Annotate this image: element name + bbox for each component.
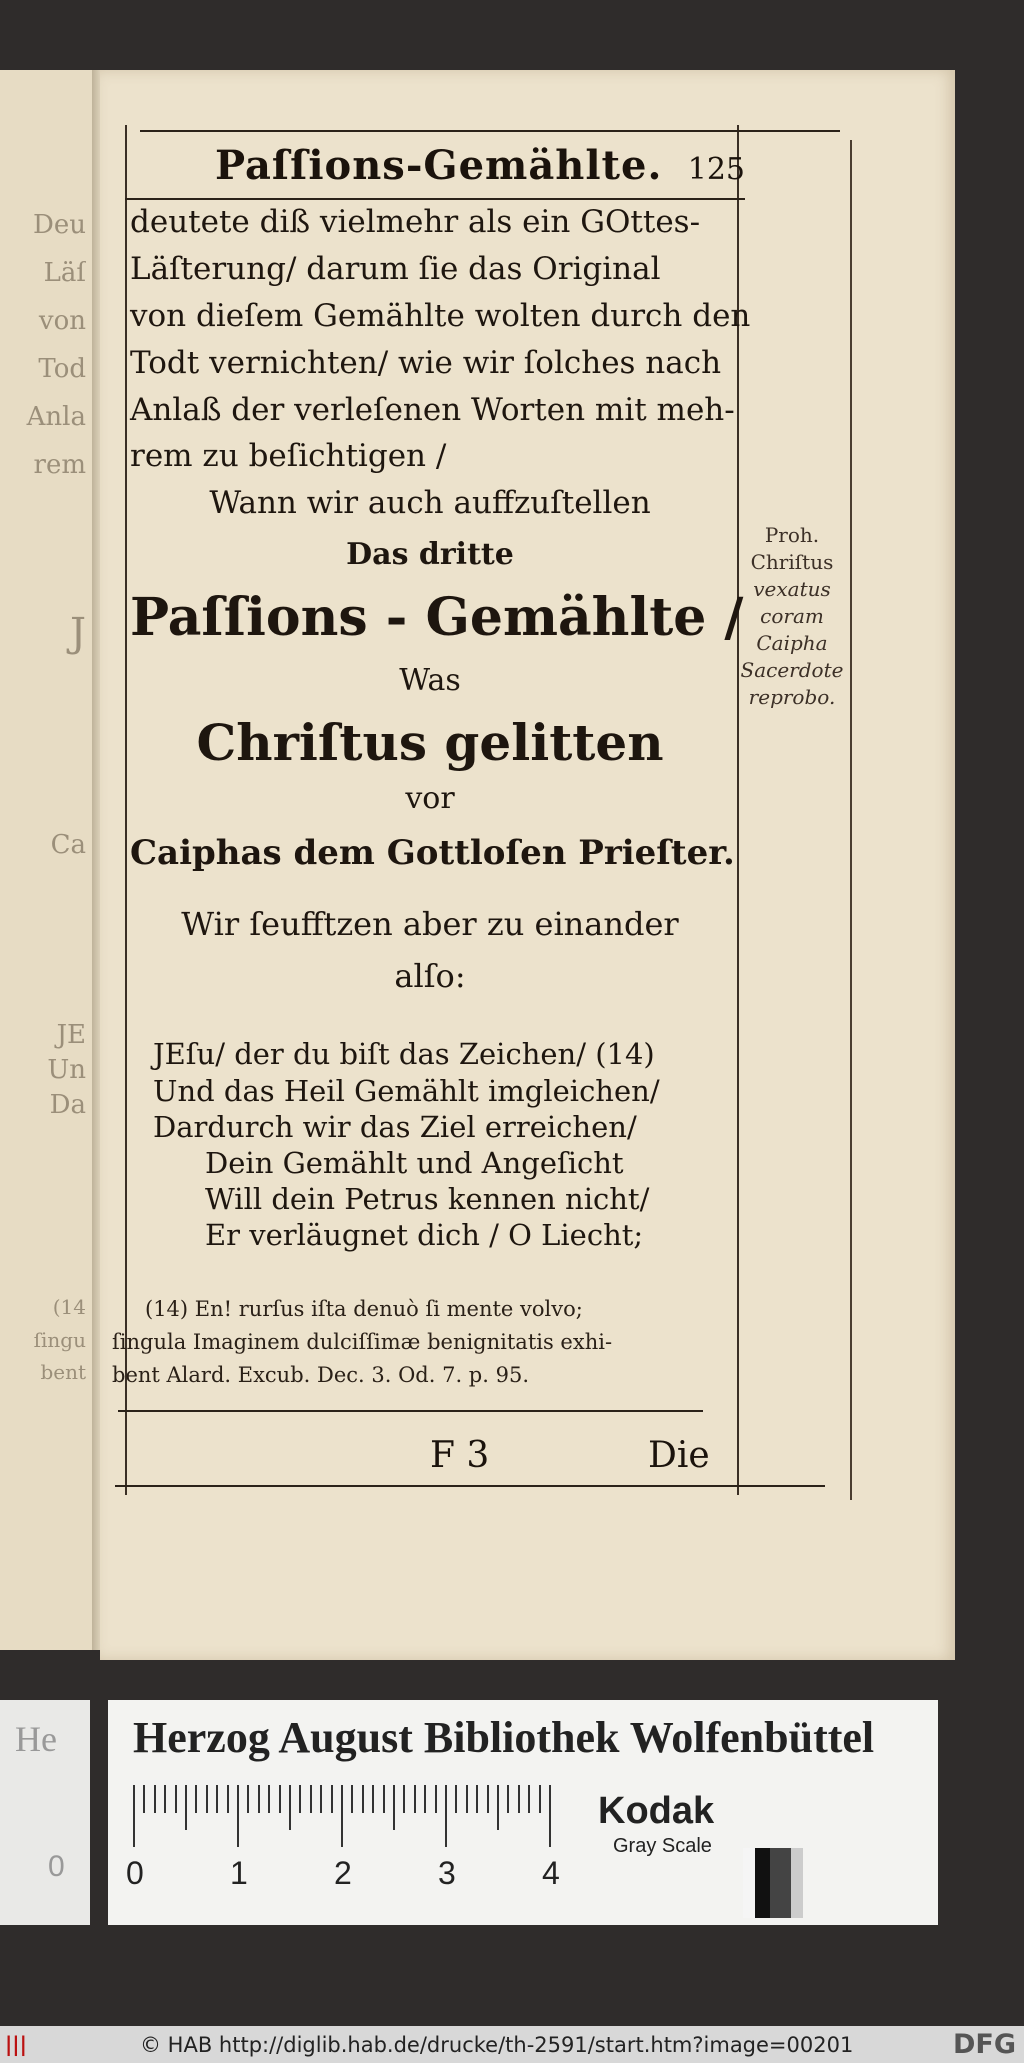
margin-note-line: Chriſtus <box>750 550 834 574</box>
ruler-tick <box>227 1785 229 1813</box>
running-header <box>125 138 745 198</box>
adjacent-color-card <box>0 1700 90 1925</box>
measurement-ruler <box>133 1785 573 1850</box>
scale-number: 3 <box>438 1855 456 1891</box>
body-line: Todt vernichten/ wie wir ſolches nach <box>130 345 722 381</box>
ruler-tick <box>143 1785 145 1813</box>
ruler-tick <box>258 1785 260 1813</box>
ruler-tick <box>351 1785 353 1813</box>
heading-line: vor <box>405 781 455 816</box>
margin-note-line: reprobo. <box>748 685 836 709</box>
fragment: Ca <box>50 830 86 860</box>
poem-line: Dein Gemählt und Angeſicht <box>205 1146 624 1180</box>
fragment: rem <box>33 450 86 480</box>
fragment: bent <box>40 1360 86 1384</box>
ruler-tick <box>414 1785 416 1813</box>
card-fragment: He <box>15 1719 57 1759</box>
top-rule <box>140 130 840 132</box>
ruler-tick <box>289 1785 291 1830</box>
dfg-logo: DFG <box>952 2029 1016 2060</box>
fragment: J <box>69 610 86 656</box>
color-reference-card <box>108 1700 938 1925</box>
ruler-tick <box>154 1785 156 1813</box>
margin-note-line: Caipha <box>756 631 828 655</box>
scale-number: 2 <box>334 1855 352 1891</box>
gray-patch <box>743 1848 803 1918</box>
ruler-tick <box>476 1785 478 1813</box>
bottom-rule <box>115 1485 825 1487</box>
margin-note <box>737 522 847 711</box>
poem-line: Er verläugnet dich / O Liecht; <box>205 1218 644 1252</box>
ruler-tick <box>435 1785 437 1813</box>
scale-number: 0 <box>126 1855 144 1891</box>
page-number: 125 <box>687 152 745 187</box>
fragment: (14 <box>52 1295 86 1319</box>
header-rule <box>125 198 745 200</box>
barcode-logo-icon: ||| <box>5 2032 27 2056</box>
footer-bar <box>0 2026 1024 2063</box>
ruler-tick <box>299 1785 301 1813</box>
fragment: von <box>38 306 86 336</box>
ruler-tick <box>133 1785 135 1847</box>
fragment: Läſ <box>43 258 86 288</box>
ruler-tick <box>237 1785 239 1847</box>
intro-line: Wir ſeufftzen aber zu einander <box>181 905 679 943</box>
ruler-tick <box>279 1785 281 1813</box>
ruler-tick <box>175 1785 177 1813</box>
ruler-tick <box>185 1785 187 1830</box>
heading-subject: Chriſtus gelitten <box>196 713 664 772</box>
ruler-tick <box>247 1785 249 1813</box>
footnote-line: ſingula Imaginem dulciſſimæ benignitatis exhi- <box>112 1330 613 1354</box>
fragment: Un <box>47 1055 86 1085</box>
ruler-tick <box>507 1785 509 1813</box>
heading-line: Das dritte <box>346 537 514 572</box>
ruler-tick <box>466 1785 468 1813</box>
ruler-tick <box>455 1785 457 1813</box>
ruler-tick <box>320 1785 322 1813</box>
body-line: rem zu beſichtigen / <box>130 438 447 474</box>
heading-line: Wann wir auch auffzuſtellen <box>209 485 651 521</box>
ruler-tick <box>549 1785 551 1847</box>
running-title: Paſſions-Gemählte. <box>215 142 663 189</box>
ruler-tick <box>497 1785 499 1830</box>
poem-line: Will dein Petrus kennen nicht/ <box>205 1182 650 1216</box>
margin-note-line: Sacerdote <box>740 658 844 682</box>
fragment: Da <box>49 1090 86 1120</box>
footnote-line: (14) En! rurſus iſta denuò ſi mente volvo; <box>145 1297 583 1321</box>
ruler-tick <box>206 1785 208 1813</box>
poem-line: Und das Heil Gemählt imgleichen/ <box>153 1074 660 1108</box>
ruler-tick <box>268 1785 270 1813</box>
footnote-rule <box>118 1410 703 1412</box>
ruler-tick <box>310 1785 312 1813</box>
margin-note-line: Proh. <box>764 523 820 547</box>
brand-logo: Kodak <box>598 1790 715 1832</box>
ruler-tick <box>164 1785 166 1813</box>
heading-title: Paſſions - Gemählte / <box>130 587 744 648</box>
body-line: von dieſem Gemählte wolten durch den <box>130 298 751 334</box>
fragment: Deu <box>33 210 86 240</box>
ruler-tick <box>424 1785 426 1813</box>
card-fragment: 0 <box>48 1850 65 1883</box>
ruler-tick <box>362 1785 364 1813</box>
institution-name: Herzog August Bibliothek Wolfenbüttel <box>133 1713 875 1762</box>
ruler-tick <box>341 1785 343 1847</box>
fragment: ſingu <box>33 1328 86 1352</box>
intro-line: alſo: <box>394 957 466 995</box>
adjacent-page <box>0 70 94 1650</box>
ruler-tick <box>372 1785 374 1813</box>
margin-rule <box>850 140 852 1500</box>
signature-mark: F 3 <box>430 1435 490 1476</box>
poem-line: Dardurch wir das Ziel erreichen/ <box>153 1110 637 1144</box>
ruler-tick <box>403 1785 405 1813</box>
fragment: JE <box>56 1020 86 1050</box>
ruler-tick <box>216 1785 218 1813</box>
fragment: Anla <box>26 402 86 432</box>
ruler-tick <box>195 1785 197 1813</box>
heading-line: Was <box>399 663 461 698</box>
heading-line: Caiphas dem Gottloſen Prieſter. <box>130 833 735 873</box>
catchword: Die <box>648 1435 710 1476</box>
ruler-tick <box>539 1785 541 1813</box>
body-line: Läſterung/ darum ſie das Original <box>130 251 661 287</box>
poem-line: JEſu/ der du biſt das Zeichen/ (14) <box>153 1037 655 1071</box>
ruler-tick <box>445 1785 447 1847</box>
ruler-tick <box>383 1785 385 1813</box>
scale-number: 4 <box>542 1855 560 1891</box>
ruler-tick <box>528 1785 530 1813</box>
footnote-line: bent Alard. Excub. Dec. 3. Od. 7. p. 95. <box>112 1363 529 1387</box>
scale-label: Gray Scale <box>613 1835 712 1857</box>
ruler-tick <box>393 1785 395 1830</box>
scale-number: 1 <box>230 1855 248 1891</box>
body-line: Anlaß der verleſenen Worten mit meh- <box>130 392 735 428</box>
margin-note-line: vexatus <box>753 577 831 601</box>
margin-note-line: coram <box>760 604 824 628</box>
ruler-tick <box>518 1785 520 1813</box>
source-url[interactable]: © HAB http://diglib.hab.de/drucke/th-2591/start.htm?image=00201 <box>140 2033 854 2057</box>
ruler-tick <box>487 1785 489 1813</box>
ruler-tick <box>331 1785 333 1813</box>
body-line: deutete diß vielmehr als ein GOttes- <box>130 204 701 240</box>
fragment: Tod <box>38 354 86 384</box>
